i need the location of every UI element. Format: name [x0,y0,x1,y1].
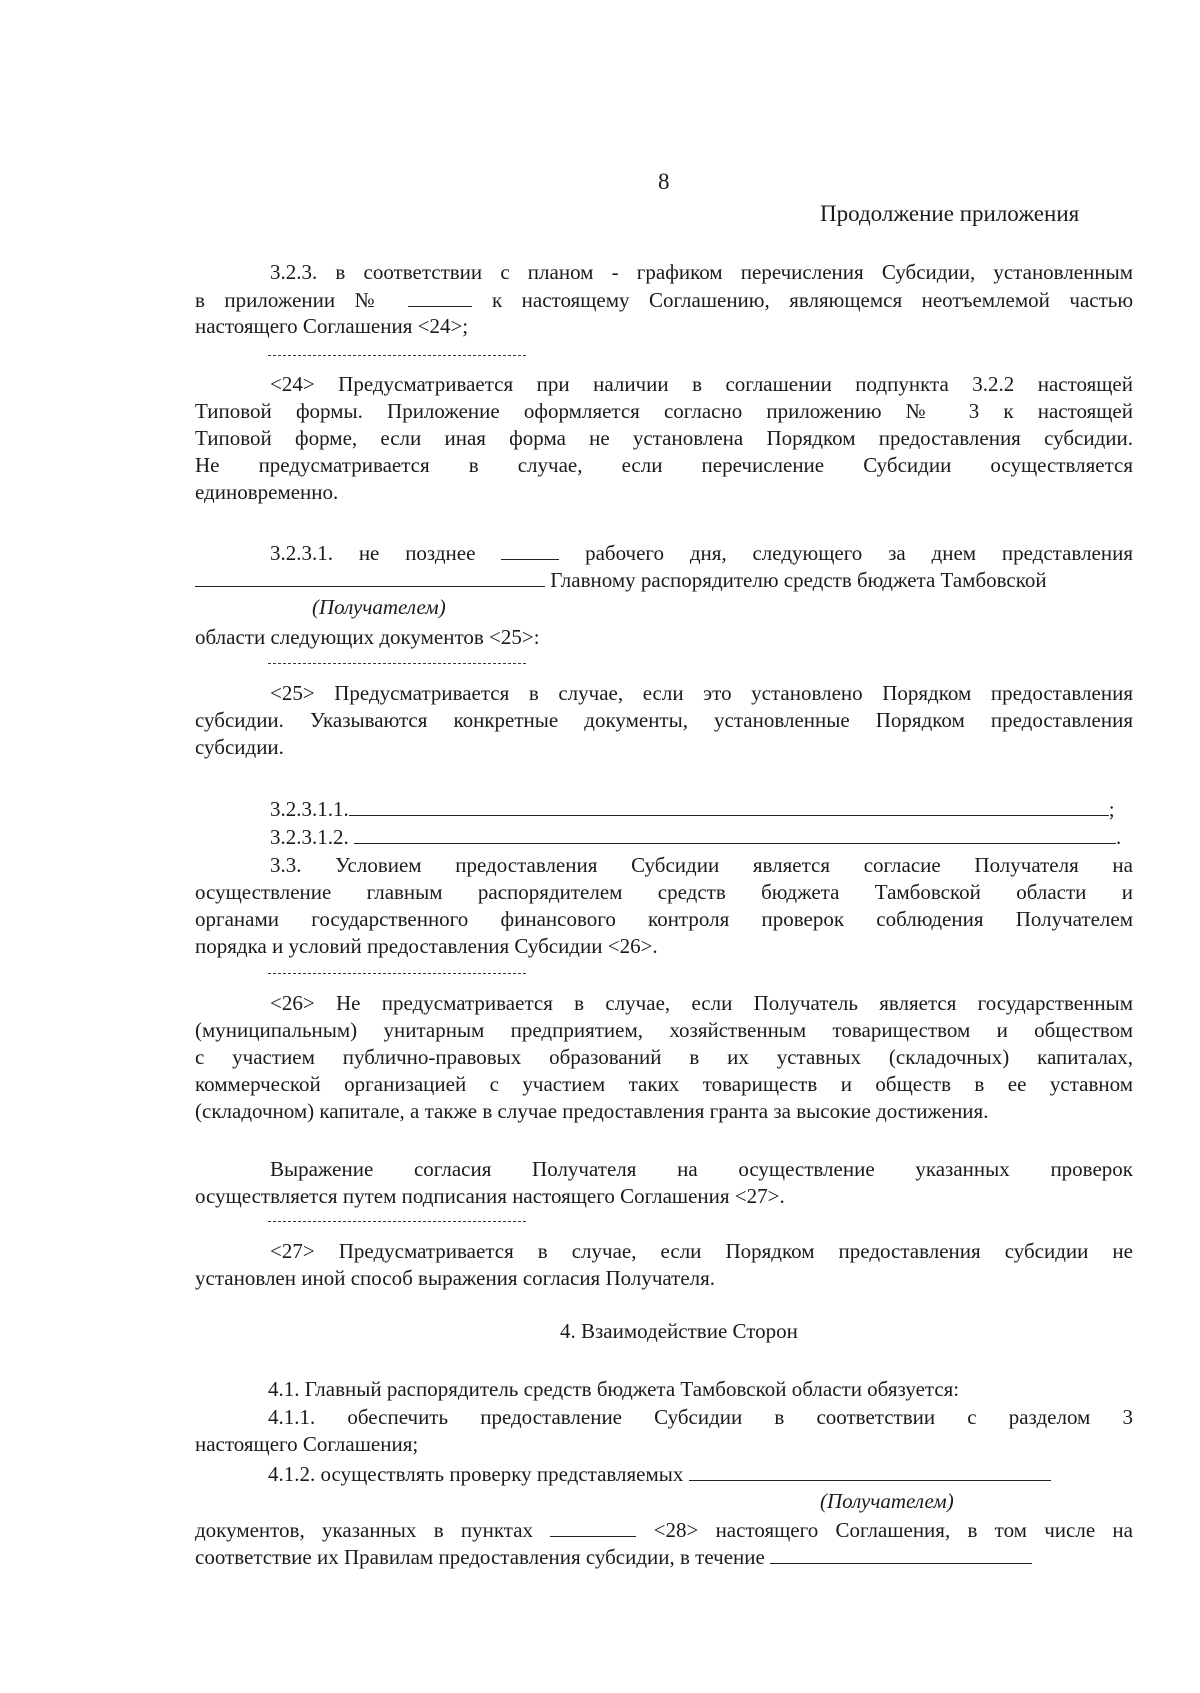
footnote-separator [268,355,526,356]
footnote-27-line-2: установлен иной способ выражения согласия Получателя. [195,1266,716,1290]
clause-4-1-2-body [195,1516,1133,1570]
footnote-26-line-4: коммерческой организацией с участием таких товариществ и обществ в ее уставном [195,1072,1133,1096]
item-3-2-3-1-2-blank [354,823,1116,844]
footnote-24-line-3: Типовой форме, если иная форма не установлена Порядком предоставления субсидии. [195,426,1133,450]
clause-4-1-1 [195,1404,1133,1458]
footnote-24-line-4: Не предусматривается в случае, если перечисление Субсидии осуществляется [195,453,1133,477]
item-3-2-3-1-2: 3.2.3.1.2. . [270,825,1122,849]
footnote-separator [268,973,526,974]
item-3-2-3-1-1-blank [349,795,1109,816]
consent-line-2: осуществляется путем подписания настоящего Соглашения <27>. [195,1184,785,1208]
footnote-26 [195,990,1133,1125]
clause-3-3-line-4: порядка и условий предоставления Субсидии <26>. [195,934,658,958]
footnote-26-line-5: (складочном) капитале, а также в случае предоставления гранта за высокие достижения. [195,1099,989,1123]
clause-3-2-3-line-3: настоящего Соглашения <24>; [195,314,469,338]
footnote-25 [195,680,1133,761]
footnote-27 [195,1238,1133,1292]
clause-3-2-3 [195,259,1133,340]
clause-3-3-line-2: осуществление главным распорядителем средств бюджета Тамбовской области и [195,880,1133,904]
recipient-blank [689,1460,1051,1481]
footnote-separator [268,1221,526,1222]
points-blank [550,1516,636,1537]
clause-3-3-line-3: органами государственного финансового контроля проверок соблюдения Получателем [195,907,1133,931]
clause-3-2-3-line-1: 3.2.3. в соответствии с планом - графиком перечисления Субсидии, установленным [270,260,1133,284]
footnote-25-line-1: <25> Предусматривается в случае, если это установлено Порядком предоставления [270,681,1133,705]
clause-4-1-2-line-3: соответствие их Правилам предоставления субсидии, в течение [195,1543,1133,1570]
footnote-26-line-3: с участием публично-правовых образований в их уставных (складочных) капиталах, [195,1045,1133,1069]
recipient-caption: (Получателем) [820,1489,954,1513]
recipient-blank [195,566,545,587]
clause-3-2-3-1 [195,539,1133,593]
footnote-24-line-1: <24> Предусматривается при наличии в соглашении подпункта 3.2.2 настоящей [270,372,1133,396]
item-3-2-3-1-1: 3.2.3.1.1. ; [270,797,1115,821]
clause-3-2-3-1-line-1: 3.2.3.1. не позднее рабочего дня, следующего за днем представления [270,541,1134,565]
footnote-25-line-3: субсидии. [195,735,284,759]
section-4-title: 4. Взаимодействие Сторон [560,1319,798,1343]
footnote-27-line-1: <27> Предусматривается в случае, если Порядком предоставления субсидии не [270,1239,1133,1263]
consent-line-1: Выражение согласия Получателя на осуществление указанных проверок [270,1157,1133,1181]
clause-3-3-line-1: 3.3. Условием предоставления Субсидии является согласие Получателя на [270,853,1133,877]
page-number: 8 [658,169,670,194]
footnote-24-line-5: единовременно. [195,480,339,504]
term-blank [770,1543,1032,1564]
footnote-26-line-2: (муниципальным) унитарным предприятием, хозяйственным товариществом и обществом [195,1018,1133,1042]
clause-3-3 [195,852,1133,960]
footnote-24 [195,371,1133,506]
appendix-number-blank [408,286,472,307]
consent-paragraph [195,1156,1133,1210]
continuation-header: Продолжение приложения [820,201,1080,226]
clause-3-2-3-line-2: в приложении № к настоящему Соглашению, являющемся неотъемлемой частью [195,288,1134,312]
clause-4-1-1-line-2: настоящего Соглашения; [195,1432,419,1456]
days-blank [501,539,559,560]
recipient-caption: (Получателем) [312,595,446,619]
clause-3-2-3-1-line-3: области следующих документов <25>: [195,625,540,649]
clause-4-1-1-line-1: 4.1.1. обеспечить предоставление Субсидии в соответствии с разделом 3 [268,1405,1133,1429]
footnote-25-line-2: субсидии. Указываются конкретные документы, установленные Порядком предоставления [195,708,1133,732]
clause-4-1-2-line-2: документов, указанных в пунктах <28> настоящего Соглашения, в том числе на [195,1518,1133,1542]
clause-4-1: 4.1. Главный распорядитель средств бюджета Тамбовской области обязуется: [268,1377,960,1401]
footnote-separator [268,663,526,664]
clause-3-2-3-1-line-2: Главному распорядителю средств бюджета Тамбовской [195,566,1133,593]
footnote-24-line-2: Типовой формы. Приложение оформляется согласно приложению № 3 к настоящей [195,399,1133,423]
clause-4-1-2-line-1: 4.1.2. осуществлять проверку представляемых [268,1460,1051,1488]
footnote-26-line-1: <26> Не предусматривается в случае, если Получатель является государственным [270,991,1133,1015]
